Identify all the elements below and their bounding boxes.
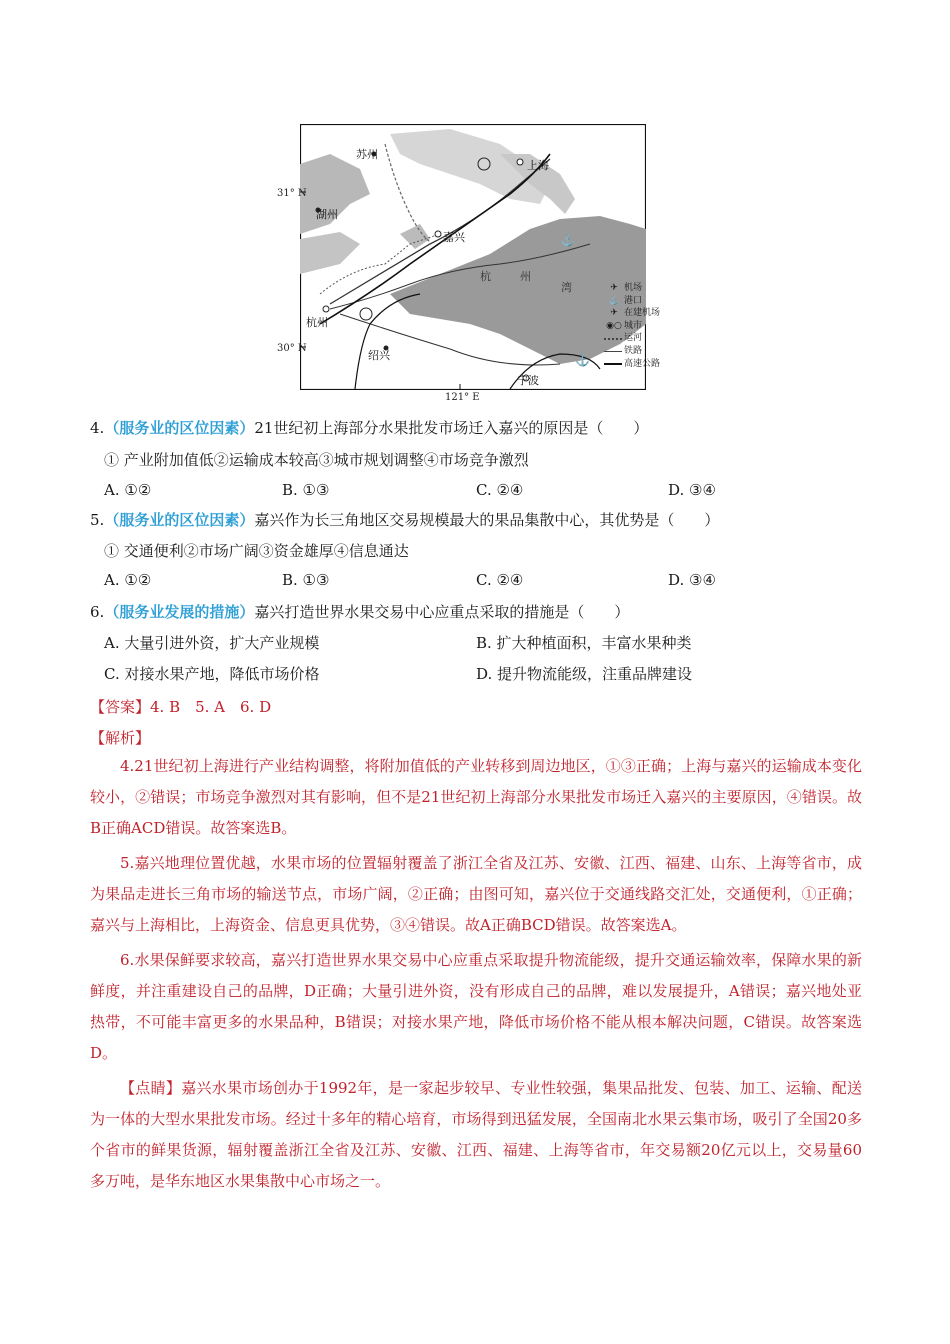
- bay-label-1: 杭: [480, 270, 491, 283]
- city-label-ningbo: 宁波: [517, 374, 539, 387]
- question-tag: （服务业的区位因素）: [104, 511, 255, 529]
- legend-item: [604, 358, 660, 371]
- legend-label: 城市: [624, 320, 643, 331]
- explanation-block: [90, 751, 862, 1197]
- city-label-shanghai: 上海: [527, 159, 549, 172]
- q5-option-a: A. ①②: [104, 571, 152, 589]
- city-label-jiaxing: 嘉兴: [443, 231, 465, 244]
- explanation-q5: 5.嘉兴地理位置优越，水果市场的位置辐射覆盖了浙江全省及江苏、安徽、江西、福建、山东、上海等省市，成为果品走进长三角市场的输送节点，市场广阔，②正确；由图可知，嘉兴位于交通线路交汇处，交通便利，①正确；嘉兴与上海相比，上海资金、信息更具优势，③④错误。故A正确BCD错误。故答案选A。: [90, 854, 862, 934]
- question-4-stem: [90, 418, 648, 438]
- question-tag: （服务业的区位因素）: [104, 419, 255, 437]
- legend-label: 港口: [624, 295, 643, 306]
- legend-label: 机场: [624, 283, 643, 294]
- city-label-suzhou: 苏州: [356, 148, 378, 161]
- legend-item: [604, 282, 660, 295]
- q6-option-c: C. 对接水果产地，降低市场价格: [104, 665, 320, 683]
- key-point-note: 【点睛】嘉兴水果市场创办于1992年，是一家起步较早、专业性较强，集果品批发、包装、加工、运输、配送为一体的大型水果批发市场。经过十多年的精心培育，市场得到迅猛发展，全国南北水果云集市场，吸引了全国20多个省市的鲜果货源，辐射覆盖浙江全省及江苏、安徽、江西、福建、上海等省市，年交易额20亿元以上，交易量60多万吨，是华东地区水果集散中心市场之一。: [90, 1079, 862, 1190]
- question-tag: （服务业发展的措施）: [104, 603, 255, 621]
- map-figure: [300, 124, 646, 390]
- city-label-huzhou: 湖州: [316, 208, 338, 221]
- city-label-shaoxing: 绍兴: [368, 349, 390, 362]
- question-number: 5.: [90, 511, 105, 529]
- legend-label: 高速公路: [624, 358, 661, 369]
- question-text: 嘉兴打造世界水果交易中心应重点采取的措施是（ ）: [254, 603, 630, 621]
- q4-option-d: D. ③④: [668, 481, 716, 499]
- canal-icon: [604, 338, 622, 340]
- explanation-q4: 4.21世纪初上海进行产业结构调整，将附加值低的产业转移到周边地区，①③正确；上海与嘉兴的运输成本变化较小，②错误；市场竞争激烈对其有影响，但不是21世纪初上海部分水果批发市场迁入嘉兴的主要原因，④错误。故B正确ACD错误。故答案选B。: [90, 757, 862, 837]
- airport-icon: ✈: [610, 283, 618, 294]
- legend-label: 铁路: [624, 346, 643, 357]
- q6-option-d: D. 提升物流能级，注重品牌建设: [476, 665, 693, 683]
- q6-option-a: A. 大量引进外资，扩大产业规模: [104, 634, 320, 652]
- legend-item: [604, 295, 660, 308]
- latitude-30-label: 30° N: [277, 343, 307, 354]
- map-graphic: [300, 124, 646, 390]
- question-text: 21世纪初上海部分水果批发市场迁入嘉兴的原因是（ ）: [254, 419, 649, 437]
- port-icon: ⚓: [608, 295, 620, 306]
- legend-item: [604, 307, 660, 320]
- latitude-31-label: 31° N: [277, 188, 307, 199]
- legend-item: [604, 332, 660, 345]
- question-number: 4.: [90, 419, 105, 437]
- svg-text:⚓: ⚓: [560, 233, 575, 247]
- q4-option-b: B. ①③: [282, 481, 330, 499]
- answer-line: 【答案】4. B 5. A 6. D: [90, 698, 272, 716]
- q5-option-b: B. ①③: [282, 571, 330, 589]
- legend-item: [604, 320, 660, 333]
- question-4-items: ① 产业附加值低②运输成本较高③城市规划调整④市场竞争激烈: [104, 451, 529, 469]
- railway-icon: [604, 351, 622, 352]
- question-5-items: ① 交通便利②市场广阔③资金雄厚④信息通达: [104, 542, 409, 560]
- question-5-stem: [90, 510, 719, 530]
- legend-label: 运河: [624, 333, 643, 344]
- bay-label-3: 湾: [561, 281, 572, 294]
- question-text: 嘉兴作为长三角地区交易规模最大的果品集散中心，其优势是（ ）: [254, 511, 720, 529]
- map-legend: [604, 282, 660, 370]
- city-label-hangzhou: 杭州: [306, 316, 328, 329]
- q6-option-b: B. 扩大种植面积，丰富水果种类: [476, 634, 692, 652]
- city-icon: ◉○: [606, 320, 622, 331]
- q5-option-d: D. ③④: [668, 571, 716, 589]
- legend-item: [604, 345, 660, 358]
- airport-under-construction-icon: ✈: [610, 308, 618, 319]
- explanation-q6: 6.水果保鲜要求较高，嘉兴打造世界水果交易中心应重点采取提升物流能级，提升交通运输效率，保障水果的新鲜度，并注重建设自己的品牌，D正确；大量引进外资，没有形成自己的品牌，难以发展提升，A错误；嘉兴地处亚热带，不可能丰富更多的水果品种，B错误；对接水果产地，降低市场价格不能从根本解决问题，C错误。故答案选D。: [90, 951, 862, 1062]
- q5-option-c: C. ②④: [476, 571, 524, 589]
- legend-label: 在建机场: [624, 308, 661, 319]
- question-6-stem: [90, 602, 629, 622]
- expressway-icon: [604, 363, 622, 365]
- q4-option-c: C. ②④: [476, 481, 524, 499]
- q4-option-a: A. ①②: [104, 481, 152, 499]
- analysis-title: 【解析】: [90, 729, 151, 747]
- svg-text:⚓: ⚓: [575, 353, 590, 367]
- longitude-121-label: 121° E: [445, 392, 480, 403]
- question-number: 6.: [90, 603, 105, 621]
- bay-label-2: 州: [520, 270, 531, 283]
